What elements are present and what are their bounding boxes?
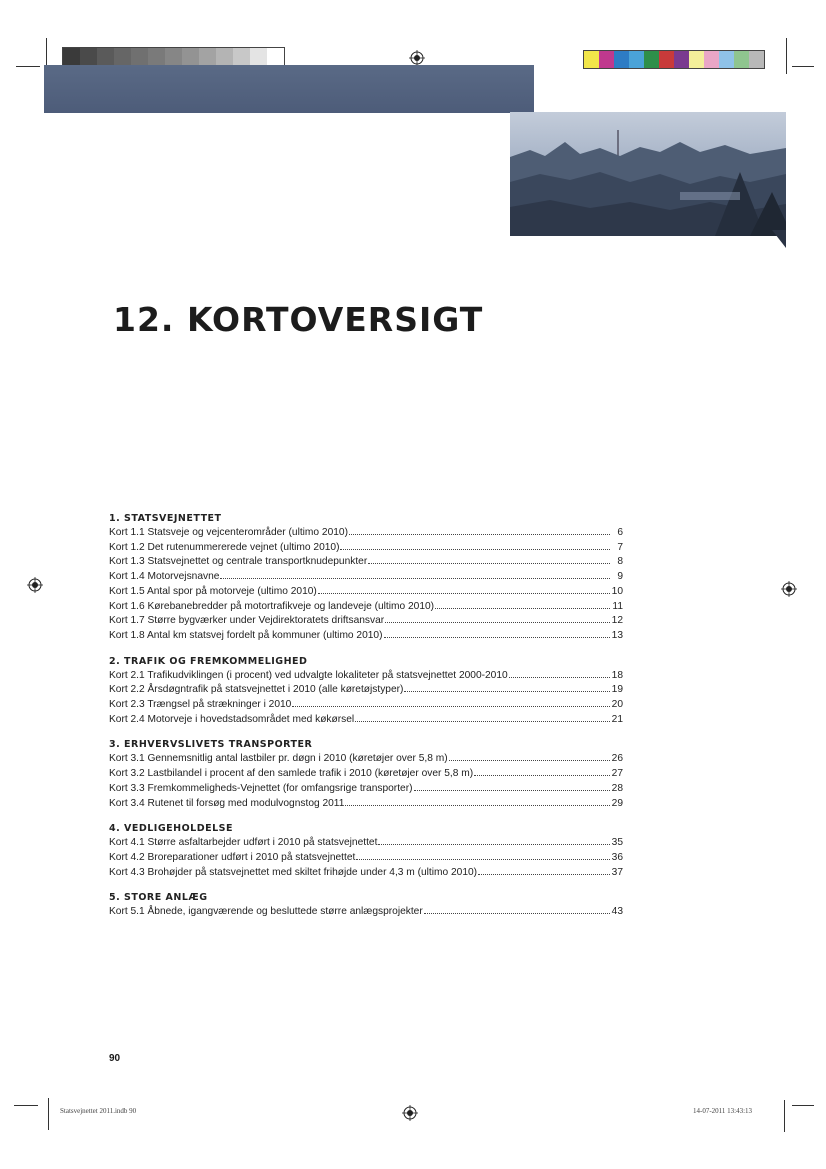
grey-swatch (97, 48, 114, 65)
toc-section-heading: 1. STATSVEJNETTET (109, 513, 222, 524)
toc-entry-page: 11 (612, 600, 623, 612)
toc-entry-page: 20 (611, 699, 623, 711)
toc-leader-dots (509, 669, 610, 678)
toc-entry[interactable] (109, 836, 623, 851)
toc-leader-dots (368, 555, 610, 564)
color-swatch (659, 51, 674, 68)
color-swatch (629, 51, 644, 68)
toc-entry-label: Kort 1.3 Statsvejnettet og centrale transportknudepunkter (109, 556, 368, 568)
toc-entry[interactable] (109, 713, 623, 728)
toc-entry[interactable] (109, 683, 623, 698)
grey-swatch (114, 48, 131, 65)
toc-entry-label: Kort 1.1 Statsveje og vejcenterområder (ultimo 2010) (109, 527, 348, 538)
toc-entry[interactable] (109, 797, 623, 812)
crop-mark (792, 1105, 814, 1106)
header-color-band (44, 65, 534, 113)
toc-leader-dots (349, 526, 610, 535)
toc-leader-dots (340, 541, 610, 550)
crop-mark (784, 1100, 785, 1132)
toc-leader-dots (424, 905, 610, 914)
toc-entry-page: 19 (611, 684, 623, 696)
print-slug-timestamp: 14-07-2011 13:43:13 (693, 1107, 753, 1115)
toc-entry-label: Kort 2.2 Årsdøgntrafik på statsvejnettet i 2010 (alle køretøjstyper) (109, 684, 404, 696)
grey-swatch (165, 48, 182, 65)
toc-section-heading: 5. STORE ANLÆG (109, 892, 208, 904)
toc-entry-label: Kort 3.4 Rutenet til forsøg med modulvognstog 2011 (109, 797, 345, 809)
toc-entry-label: Kort 4.1 Større asfaltarbejder udført i 2010 på statsvejnettet (109, 837, 378, 849)
landscape-photo (510, 112, 786, 236)
toc-section (109, 823, 623, 880)
toc-leader-dots (292, 698, 610, 707)
color-swatch (749, 51, 764, 68)
toc-section-heading: 3. ERHVERVSLIVETS TRANSPORTER (109, 739, 313, 751)
crop-mark (16, 66, 40, 67)
toc-entry-label: Kort 1.8 Antal km statsvej fordelt på kommuner (ultimo 2010) (109, 629, 383, 641)
toc-entry[interactable] (109, 669, 623, 684)
registration-mark-icon (409, 50, 425, 66)
toc-entry-label: Kort 1.7 Større bygværker under Vejdirektoratets driftsansvar (109, 615, 385, 627)
crop-mark (786, 38, 787, 74)
toc-entry-page: 12 (611, 615, 623, 627)
toc-leader-dots (355, 713, 610, 722)
toc-entry-label: Kort 5.1 Åbnede, igangværende og besluttede større anlægsprojekter (109, 906, 423, 918)
toc-entry[interactable] (109, 752, 623, 767)
toc-entry-page: 27 (611, 768, 623, 780)
crop-mark (792, 66, 814, 67)
toc-entry[interactable] (109, 698, 623, 713)
toc-entry[interactable] (109, 767, 623, 782)
registration-mark-icon (27, 577, 43, 593)
toc-entry-page: 35 (611, 837, 623, 849)
toc-leader-dots (449, 752, 610, 761)
toc-entry-label: Kort 2.4 Motorveje i hovedstadsområdet med køkørsel (109, 713, 355, 725)
grey-swatch (267, 48, 284, 65)
grey-swatch (250, 48, 267, 65)
toc-entry-page: 29 (611, 797, 623, 809)
registration-mark-icon (781, 581, 797, 597)
toc-entry-page: 10 (611, 585, 623, 597)
color-swatch (704, 51, 719, 68)
toc-leader-dots (220, 570, 610, 579)
toc-leader-dots (474, 767, 610, 776)
grey-swatch (131, 48, 148, 65)
toc-leader-dots (478, 866, 610, 875)
toc-entry[interactable] (109, 905, 623, 920)
toc-entry-label: Kort 1.2 Det rutenummererede vejnet (ultimo 2010) (109, 541, 340, 553)
page-number: 90 (109, 1053, 121, 1064)
toc-entry[interactable] (109, 526, 623, 541)
toc-entry[interactable] (109, 570, 623, 585)
toc-leader-dots (356, 851, 610, 860)
grey-swatch (233, 48, 250, 65)
registration-mark-icon (402, 1105, 418, 1121)
toc-entry-page: 8 (617, 556, 623, 568)
toc-entry-label: Kort 4.2 Broreparationer udført i 2010 på statsvejnettet (109, 851, 356, 863)
toc-entry-page: 37 (611, 866, 623, 878)
toc-leader-dots (414, 782, 611, 791)
grey-swatch (216, 48, 233, 65)
toc-entry[interactable] (109, 851, 623, 866)
grey-swatch (80, 48, 97, 65)
toc-entry[interactable] (109, 600, 623, 615)
color-calibration-strip (583, 50, 765, 69)
grey-swatch (199, 48, 216, 65)
color-swatch (614, 51, 629, 68)
toc-entry[interactable] (109, 555, 623, 570)
toc-leader-dots (345, 797, 610, 806)
toc-entry[interactable] (109, 614, 623, 629)
grey-swatch (182, 48, 199, 65)
toc-entry-label: Kort 4.3 Brohøjder på statsvejnettet med skiltet frihøjde under 4,3 m (ultimo 2010) (109, 866, 478, 878)
toc-entry-label: Kort 3.2 Lastbilandel i procent af den samlede trafik i 2010 (køretøjer over 5,8 m) (109, 768, 474, 780)
toc-entry-page: 28 (611, 782, 623, 794)
toc-entry-label: Kort 1.5 Antal spor på motorveje (ultimo 2010) (109, 585, 317, 597)
toc-entry[interactable] (109, 866, 623, 881)
color-swatch (719, 51, 734, 68)
map-index-toc (109, 513, 623, 932)
toc-entry-page: 9 (617, 571, 623, 583)
toc-section (109, 656, 623, 728)
print-slug-file: Statsvejnettet 2011.indb 90 (60, 1107, 137, 1115)
toc-section (109, 513, 623, 644)
color-swatch (599, 51, 614, 68)
color-swatch (584, 51, 599, 68)
toc-entry-page: 13 (611, 629, 623, 641)
toc-leader-dots (318, 585, 610, 594)
toc-entry-page: 7 (617, 541, 623, 553)
toc-leader-dots (435, 600, 610, 609)
toc-leader-dots (385, 614, 610, 623)
chapter-title: 12. KORTOVERSIGT (113, 300, 484, 339)
toc-section-heading: 2. TRAFIK OG FREMKOMMELIGHED (109, 655, 308, 667)
toc-leader-dots (404, 683, 610, 692)
toc-entry-page: 43 (611, 906, 623, 918)
toc-entry[interactable] (109, 782, 623, 797)
grey-swatch (148, 48, 165, 65)
toc-entry-label: Kort 3.3 Fremkommeligheds-Vejnettet (for omfangsrige transporter) (109, 782, 413, 794)
color-swatch (644, 51, 659, 68)
color-swatch (674, 51, 689, 68)
color-swatch (734, 51, 749, 68)
toc-entry-page: 21 (611, 713, 623, 725)
grey-calibration-strip (62, 47, 285, 66)
toc-leader-dots (384, 629, 611, 638)
crop-mark (14, 1105, 38, 1106)
toc-section (109, 892, 623, 920)
toc-entry-label: Kort 1.6 Kørebanebredder på motortrafikveje og landeveje (ultimo 2010) (109, 600, 435, 612)
crop-mark (48, 1098, 49, 1130)
toc-entry-label: Kort 2.3 Trængsel på strækninger i 2010 (109, 699, 292, 711)
toc-entry-page: 36 (611, 851, 623, 863)
color-swatch (689, 51, 704, 68)
toc-entry-label: Kort 3.1 Gennemsnitlig antal lastbiler pr. døgn i 2010 (køretøjer over 5,8 m) (109, 753, 448, 765)
toc-section (109, 739, 623, 811)
toc-entry-page: 26 (611, 753, 623, 765)
toc-leader-dots (378, 836, 610, 845)
grey-swatch (63, 48, 80, 65)
toc-entry-page: 6 (617, 527, 623, 538)
toc-section-heading: 4. VEDLIGEHOLDELSE (109, 823, 233, 835)
photo-corner-notch (772, 230, 786, 248)
toc-entry[interactable] (109, 585, 623, 600)
toc-entry-page: 18 (611, 669, 623, 681)
toc-entry[interactable] (109, 541, 623, 556)
toc-entry-label: Kort 2.1 Trafikudviklingen (i procent) ved udvalgte lokaliteter på statsvejnettet 2000-2010 (109, 669, 508, 681)
toc-entry-label: Kort 1.4 Motorvejsnavne (109, 571, 220, 583)
toc-entry[interactable] (109, 629, 623, 644)
